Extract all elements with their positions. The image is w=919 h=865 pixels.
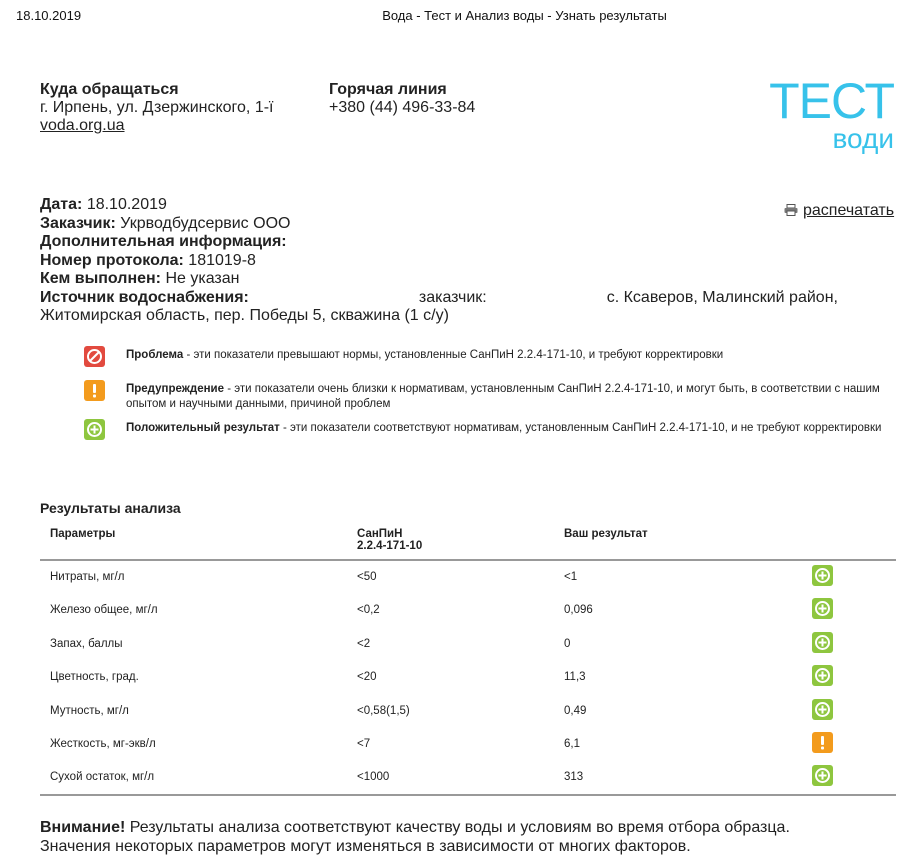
printer-icon [784, 203, 798, 215]
address-text: г. Ирпень, ул. Дзержинского, 1-ї [40, 99, 274, 116]
norm-cell: <0,2 [357, 604, 380, 617]
result-cell: 313 [554, 761, 801, 795]
param-cell: Жесткость, мг-экв/л [50, 738, 156, 751]
print-button[interactable] [784, 202, 894, 220]
legend-warning-title: Предупреждение [126, 383, 224, 395]
hotline-heading: Горячая линия [329, 81, 447, 98]
column-header-status [801, 524, 896, 560]
print-label: распечатать [803, 202, 895, 219]
status-cell [801, 594, 896, 628]
param-cell: Запах, баллы [50, 637, 123, 650]
norm-header-line-1: СанПиН [357, 528, 403, 540]
attention-label: Внимание! [40, 819, 126, 836]
result-cell: 0,49 [564, 704, 587, 717]
table-row [40, 761, 896, 795]
norm-cell: <2 [357, 637, 371, 650]
param-cell: Нитраты, мг/л [50, 571, 125, 584]
norm-cell: <7 [357, 738, 371, 751]
source-part-1: заказчик: [418, 288, 487, 306]
test-vody-logo [769, 73, 896, 156]
result-cell: 6,1 [564, 738, 580, 751]
column-header-norm [347, 524, 554, 560]
performed-row [40, 270, 860, 289]
results-title: Результаты анализа [40, 500, 181, 516]
contact-hotline-column [329, 81, 475, 117]
legend-warning-text [126, 382, 886, 412]
param-cell: Железо общее, мг/л [50, 604, 158, 617]
results-table [40, 524, 896, 796]
norm-cell: <0,58(1,5) [357, 704, 410, 717]
param-cell: Сухой остаток, мг/л [40, 761, 347, 795]
performed-label: Кем выполнен: [40, 270, 161, 287]
legend-problem-text [126, 348, 886, 363]
performed-value: Не указан [165, 270, 240, 287]
table-row [40, 560, 896, 594]
ok-icon [812, 699, 833, 720]
order-date-value: 18.10.2019 [86, 196, 167, 213]
phone-number: +380 (44) 496-33-84 [329, 99, 476, 116]
website-link[interactable]: voda.org.ua [40, 117, 125, 134]
legend-ok-desc: - эти показатели соответствуют нормативам, установленным СанПиН 2.2.4-171-10, и не требуют корректировки [279, 422, 882, 434]
results-body [40, 560, 896, 795]
source-row [40, 289, 860, 308]
source-continuation: Житомирская область, пер. Победы 5, скважина (1 с/у) [40, 307, 449, 324]
result-cell: 0,096 [564, 604, 593, 617]
attention-line-2: Значения некоторых параметров могут изменяться в зависимости от многих факторов. [40, 838, 691, 855]
protocol-value: 181019-8 [188, 251, 256, 269]
order-date-label: Дата: [40, 196, 83, 213]
ok-icon [812, 632, 833, 653]
page-title: Вода - Тест и Анализ воды - Узнать результаты [382, 8, 667, 23]
source-part-2: с. Ксаверов, Малинский район, [606, 288, 838, 306]
attention-text-1: Результаты анализа соответствуют качеству воды и условиям во время отбора образца. [125, 819, 790, 836]
attention-note [40, 818, 900, 856]
ok-icon [812, 765, 833, 786]
status-cell [801, 560, 896, 594]
customer-value: Укрводбудсервис ООО [120, 214, 291, 232]
print-date: 18.10.2019 [16, 8, 82, 23]
table-row [40, 627, 896, 661]
table-row [40, 661, 896, 695]
result-cell: 11,3 [564, 671, 586, 684]
warning-icon [84, 380, 105, 401]
column-header-param: Параметры [40, 524, 347, 560]
table-row [40, 594, 896, 628]
result-cell: 0 [564, 637, 571, 650]
status-cell [801, 661, 896, 695]
protocol-row [40, 252, 860, 271]
legend-problem-title: Проблема [126, 349, 184, 361]
table-row [40, 694, 896, 728]
logo-line-1: ТЕСТ [769, 73, 894, 129]
legend-warning-desc: - эти показатели очень близки к нормативам, установленным СанПиН 2.2.4-171-10, и могут быть, в соответствии с нашим опытом и научными данными, причиной проблем [126, 383, 880, 410]
logo-line-2: води [832, 123, 894, 154]
status-cell [801, 761, 896, 795]
ok-icon [812, 665, 833, 686]
norm-cell: <1000 [347, 761, 554, 795]
contact-address-column [40, 81, 274, 135]
column-header-result: Ваш результат [554, 524, 801, 560]
attention-line-1 [40, 818, 900, 837]
warning-icon [812, 732, 833, 753]
where-heading: Куда обращаться [40, 81, 179, 98]
table-row [40, 728, 896, 762]
status-cell [801, 694, 896, 728]
problem-icon [84, 346, 105, 367]
protocol-label: Номер протокола: [40, 251, 184, 269]
result-cell: <1 [564, 571, 578, 584]
customer-row [40, 215, 860, 234]
ok-icon [812, 565, 833, 586]
source-label: Источник водоснабжения: [40, 288, 249, 306]
order-info [40, 196, 860, 326]
extra-info-row [40, 233, 860, 252]
param-cell: Мутность, мг/л [50, 704, 129, 717]
norm-cell: <20 [357, 671, 377, 684]
legend-problem-desc: - эти показатели превышают нормы, установленные СанПиН 2.2.4-171-10, и требуют корректировки [183, 349, 724, 361]
ok-icon [812, 598, 833, 619]
param-cell: Цветность, град. [50, 671, 139, 684]
status-cell [801, 627, 896, 661]
ok-icon [84, 419, 105, 440]
norm-cell: <50 [357, 571, 377, 584]
order-date-row [40, 196, 860, 215]
legend-ok-text [126, 421, 886, 436]
extra-info-label: Дополнительная информация: [40, 233, 287, 250]
norm-header-line-2: 2.2.4-171-10 [357, 540, 423, 552]
legend-ok-title: Положительный результат [126, 422, 280, 434]
status-cell [801, 728, 896, 762]
customer-label: Заказчик: [40, 214, 116, 232]
print-header [0, 8, 919, 24]
results-header-row [40, 524, 896, 560]
